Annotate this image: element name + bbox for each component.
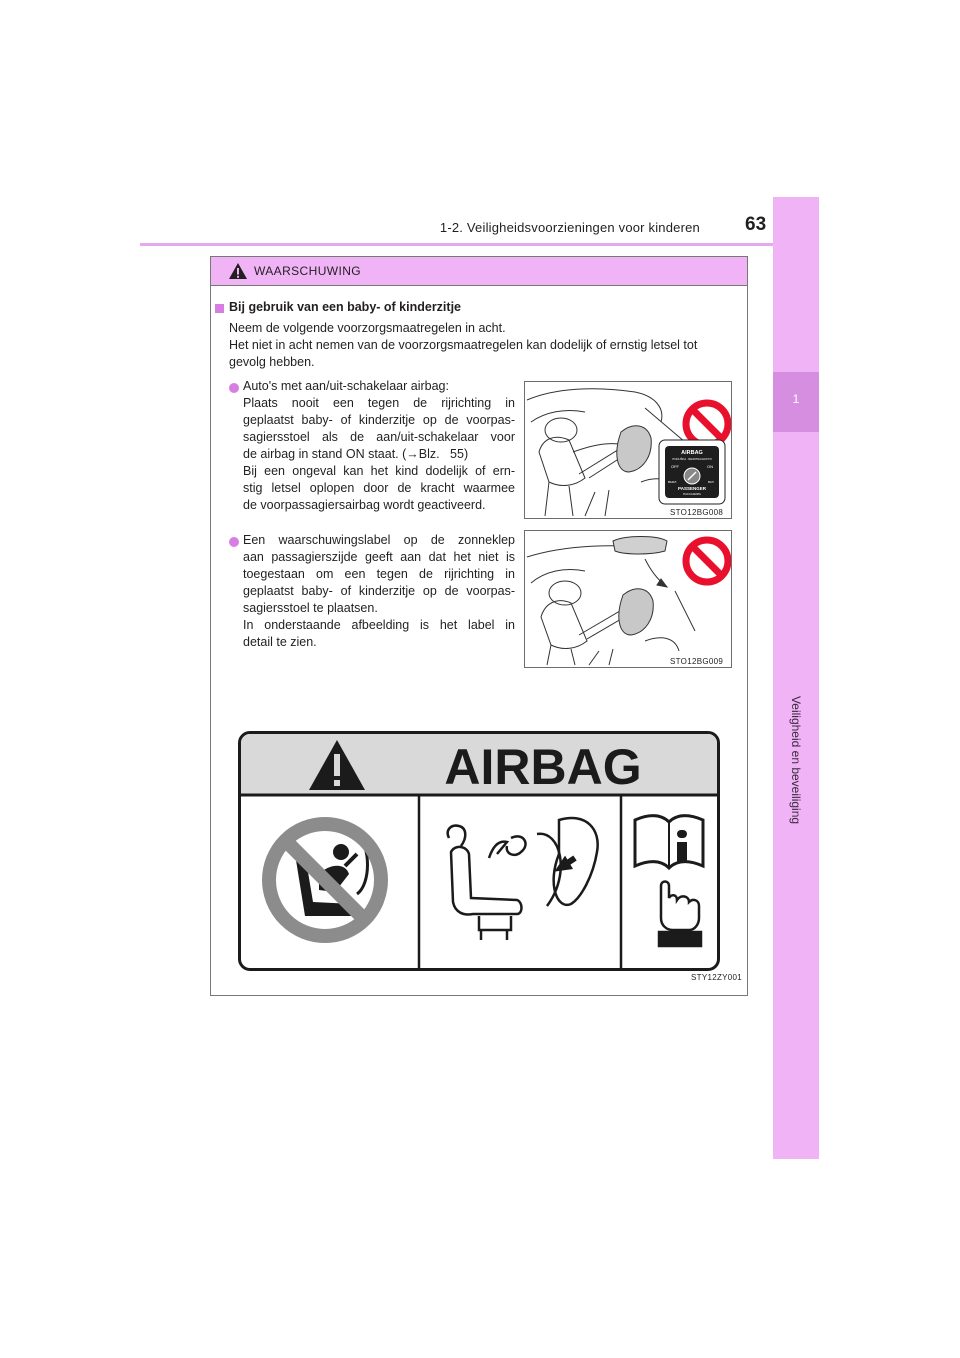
bullet-icon: [229, 537, 239, 547]
bullet-line: Plaats nooit een tegen de rijrichting in: [243, 396, 515, 410]
bullet-line: stig letsel oplopen door de kracht waarmee: [243, 481, 515, 495]
illustration-sun-visor: [524, 530, 732, 668]
square-bullet-icon: [215, 304, 224, 313]
car-interior-illustration: [525, 382, 731, 518]
bullet-1-text: [243, 378, 515, 514]
section-title: 1-2. Veiligheidsvoorzieningen voor kinderen: [439, 220, 700, 235]
header-rule: [140, 243, 818, 246]
sun-visor-illustration: [525, 531, 731, 667]
airbag-label-artwork: [241, 734, 717, 968]
image-caption: STY12ZY001: [691, 973, 743, 982]
switch-subtitle: PODUŠKA · БЕЗОПАСНОСТИ: [672, 457, 712, 461]
switch-title: AIRBAG: [681, 450, 703, 456]
switch-passenger-sub: ПАССАЖИРА: [683, 492, 701, 496]
seat-airbag-icon: [448, 818, 598, 940]
subsection-title: Bij gebruik van een baby- of kinderzitje: [229, 300, 461, 314]
switch-on: ON: [707, 464, 713, 469]
switch-passenger: PASSENGER: [678, 486, 706, 491]
bullet-line: de airbag in stand ON staat. (→Blz. 55): [243, 447, 469, 461]
warning-triangle-icon: [228, 262, 248, 280]
intro-line: gevolg hebben.: [229, 355, 315, 369]
illustration-airbag-switch: [524, 381, 732, 519]
pointing-hand-icon: [659, 882, 701, 947]
side-tab: [773, 197, 819, 1159]
page-number: 63: [745, 214, 767, 235]
bullet-line: Bij een ongeval kan het kind dodelijk of ern-: [243, 464, 515, 478]
airbag-warning-label: [238, 731, 720, 971]
bullet-line: de voorpassagiersairbag wordt geactiveerd.: [243, 498, 486, 512]
airbag-label-title: AIRBAG: [444, 739, 642, 795]
read-manual-icon: [635, 816, 703, 868]
no-child-seat-icon: [269, 824, 381, 936]
bullet-line: toegestaan om een tegen de rijrichting in: [243, 567, 515, 581]
bullet-line: geplaatst baby- of kinderzitje op de voorpas-: [243, 413, 515, 427]
bullet-2-text: [243, 532, 515, 651]
bullet-icon: [229, 383, 239, 393]
bullet-line: geplaatst baby- of kinderzitje op de voorpas-: [243, 584, 515, 598]
bullet-line: sagiersstoel te plaatsen.: [243, 601, 378, 615]
switch-right-text: ВКЛ: [708, 480, 714, 484]
bullet-line: sagiersstoel als de aan/uit-schakelaar voor: [243, 430, 515, 444]
intro-text: [229, 320, 741, 371]
warning-title: WAARSCHUWING: [254, 264, 362, 278]
image-caption: STO12BG009: [670, 657, 724, 666]
chapter-number: 1: [792, 392, 800, 406]
switch-left-text: ВЫКЛ: [668, 480, 677, 484]
intro-line: Het niet in acht nemen van de voorzorgsmaatregelen kan dodelijk of ernstig letsel tot: [229, 338, 698, 352]
bullet-line: Auto's met aan/uit-schakelaar airbag:: [243, 379, 449, 393]
intro-line: Neem de volgende voorzorgsmaatregelen in acht.: [229, 321, 506, 335]
switch-off: OFF: [671, 464, 679, 469]
bullet-line: aan passagierszijde geeft aan dat het niet is: [243, 550, 515, 564]
bullet-line: In onderstaande afbeelding is het label in: [243, 618, 515, 632]
image-caption: STO12BG008: [670, 508, 724, 517]
bullet-line: detail te zien.: [243, 635, 317, 649]
chapter-label: Veiligheid en beveiliging: [789, 695, 803, 825]
bullet-line: Een waarschuwingslabel op de zonneklep: [243, 533, 515, 547]
